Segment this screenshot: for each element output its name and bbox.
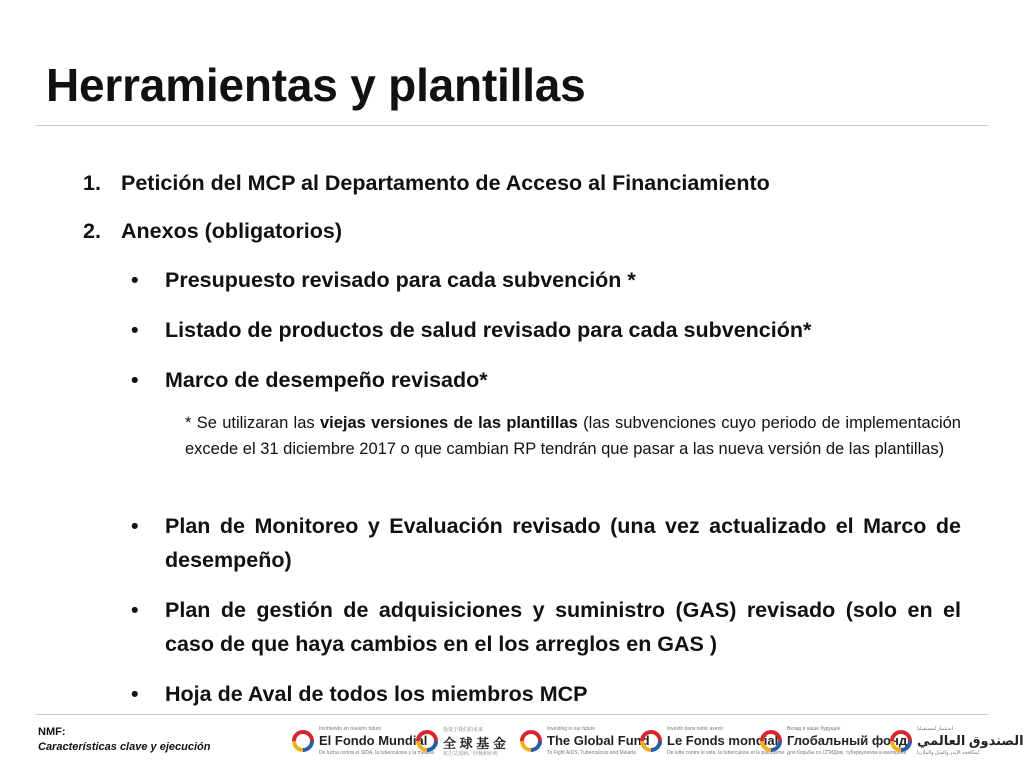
footer-line-2: Características clave y ejecución [38,741,211,753]
slide-title: Herramientas y plantillas [46,59,586,111]
global-fund-ring-icon [416,730,438,752]
bullet-item-budget [131,263,961,297]
bullet-item-psm-plan [131,593,961,661]
bullet-marker: • [131,268,139,292]
note-prefix: * Se utilizaran las [185,414,320,432]
bullet-marker: • [131,598,139,622]
logo-small-text: Invirtiendo en nuestro futuro [319,726,382,732]
bullet-text: Marco de desempeño revisado* [165,368,488,392]
logo-small-text: Investing in our future [547,726,596,732]
bullet-text: Plan de Monitoreo y Evaluación revisado (una vez actualizado el Marco de desempeño) [165,514,961,572]
bullet-text: Hoja de Aval de todos los miembros MCP [165,682,588,706]
logo-small-text: Вклад в наше будущее [787,726,841,732]
footer-line-1: NMF: [38,726,66,738]
bullet-item-endorsement [131,677,961,711]
footer-divider [36,714,988,715]
global-fund-ring-icon [890,730,912,752]
title-divider [36,125,988,126]
bullet-marker: • [131,368,139,392]
note-suffix: (las subvenciones cuyo periodo de implementación excede el 31 diciembre 2017 o que cambian RP tendrán que pasar a las nueva versión de las plantillas) [185,414,961,458]
logo-tagline: De lucha contra el SIDA, la tuberculosis y la malaria [319,750,435,756]
bullet-marker: • [131,682,139,706]
logo-small-text: Investir dans notre avenir [667,726,724,732]
global-fund-ring-icon [292,730,314,752]
logo-name: الصندوق العالمي [917,733,1024,748]
bullet-marker: • [131,514,139,538]
bullet-item-health-products [131,313,961,347]
logo-tagline: 抗击艾滋病、结核和疟疾 [443,751,499,757]
bullet-marker: • [131,318,139,342]
logo-tagline: De lutte contre le sida, la tuberculose et le paludisme [667,750,785,756]
global-fund-ring-icon [640,730,662,752]
bullet-text: Listado de productos de salud revisado para cada subvención* [165,318,812,342]
logo-name: Глобальный фонд [787,733,908,748]
logo-small-text: استثمار لمستقبلنا [917,726,953,732]
logo-name: 全 球 基 金 [443,736,506,751]
templates-note [185,410,961,462]
numbered-text: Anexos (obligatorios) [121,219,342,243]
logo-tagline: To Fight AIDS, Tuberculosis and Malaria [547,750,636,756]
footer-label [38,725,210,755]
logo-tagline: لمكافحة الإيدز والسل والملاريا [917,750,979,756]
logo-small-text: 投资于我们的未来 [443,727,484,733]
numbered-text: Petición del MCP al Departamento de Acceso al Financiamiento [121,171,770,195]
note-bold: viejas versiones de las plantillas [319,414,578,432]
numbered-marker: 1. [83,171,101,195]
global-fund-ring-icon [520,730,542,752]
bullet-text: Plan de gestión de adquisiciones y suministro (GAS) revisado (solo en el caso de que haya cambios en el los arreglos en GAS ) [165,598,961,656]
logo-name: El Fondo Mundial [319,733,428,748]
bullet-text: Presupuesto revisado para cada subvención * [165,268,636,292]
numbered-marker: 2. [83,219,101,243]
logo-name: The Global Fund [547,733,650,748]
bullet-item-performance-framework [131,363,961,397]
logo-name: Le Fonds mondial [667,733,779,748]
bullet-item-me-plan [131,509,961,577]
logo-tagline: для борьбы со СПИДом, туберкулезом и малярией [787,750,907,756]
global-fund-ring-icon [760,730,782,752]
